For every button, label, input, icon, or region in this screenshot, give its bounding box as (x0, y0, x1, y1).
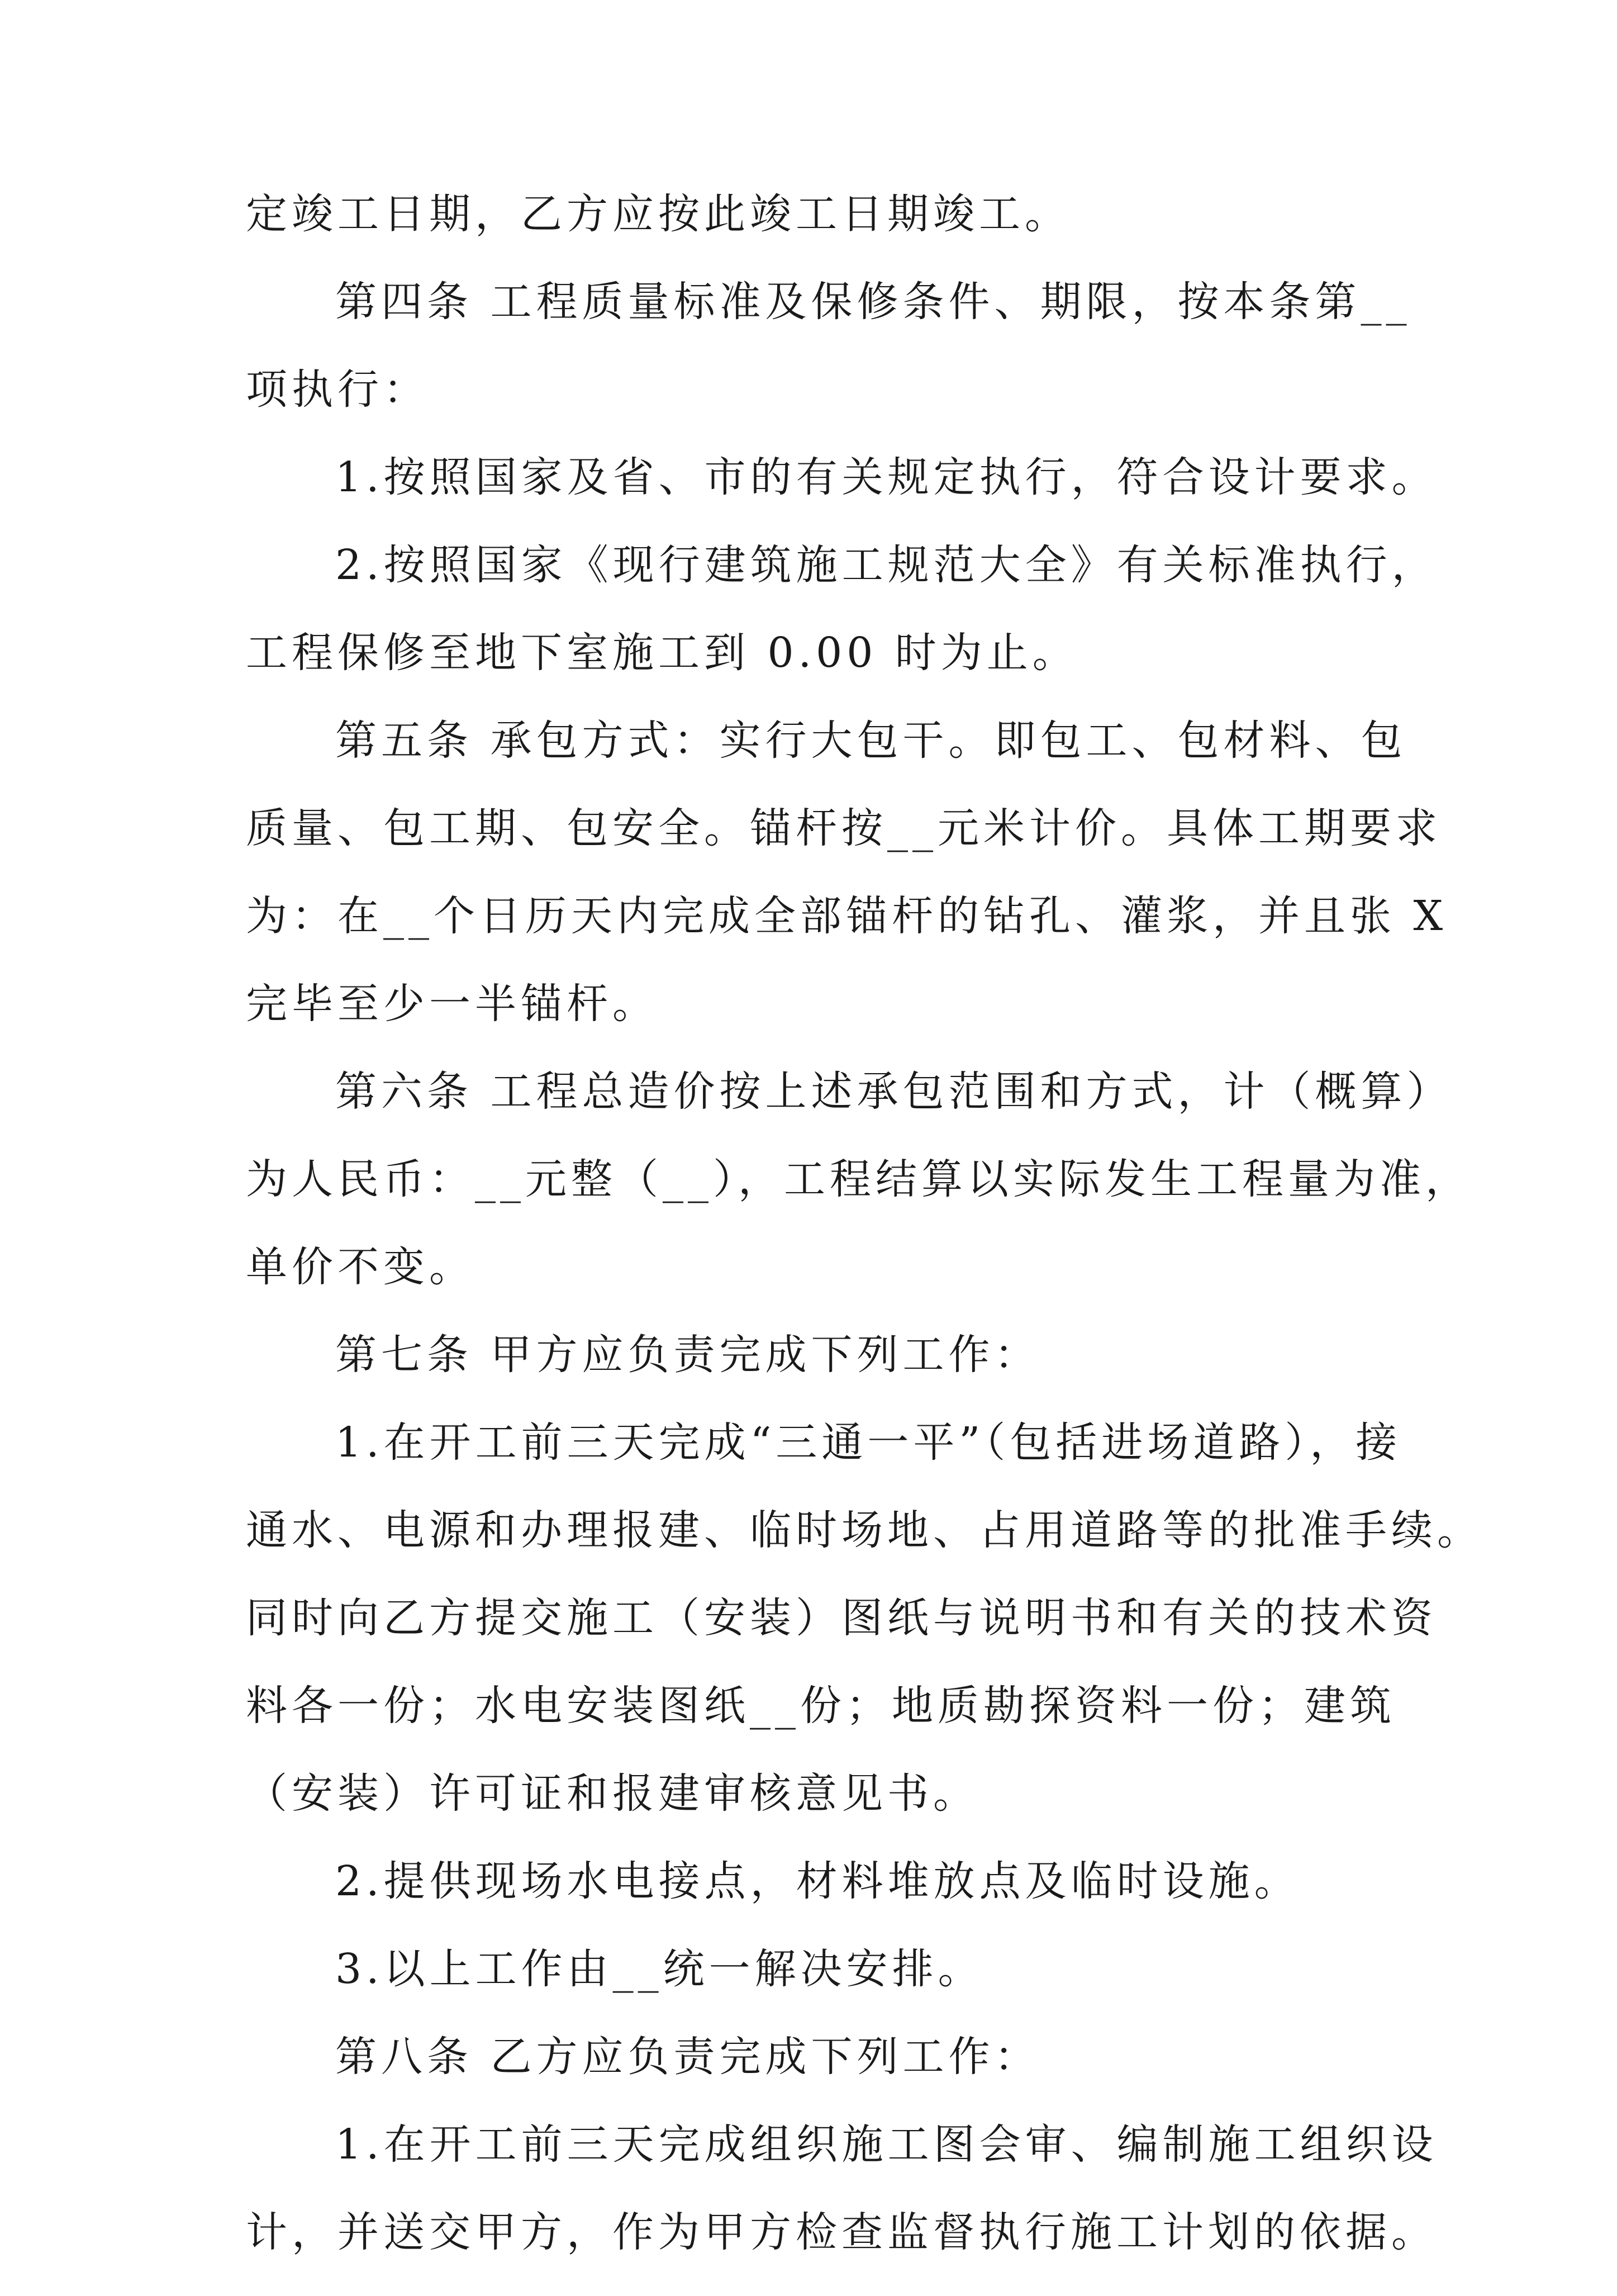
text-line: 定竣工日期，乙方应按此竣工日期竣工。 (246, 190, 1071, 238)
text-line: 2.提供现场水电接点，材料堆放点及临时设施。 (335, 1857, 1300, 1905)
text-line: 2.按照国家《现行建筑施工规范大全》有关标准执行， (335, 541, 1438, 589)
text-line: 完毕至少一半锚杆。 (246, 980, 658, 1028)
text-line: 通水、电源和办理报建、临时场地、占用道路等的批准手续。 (246, 1506, 1483, 1554)
text-line: 第四条 工程质量标准及保修条件、期限，按本条第__ (335, 278, 1411, 326)
text-line: 单价不变。 (246, 1243, 475, 1291)
text-line: 3.以上工作由__统一解决安排。 (335, 1945, 984, 1993)
text-line: 为：在__个日历天内完成全部锚杆的钻孔、灌浆，并且张 X (246, 892, 1448, 940)
text-line: 1.在开工前三天完成组织施工图会审、编制施工组织设 (335, 2121, 1438, 2169)
text-line: （安装）许可证和报建审核意见书。 (246, 1770, 979, 1818)
text-line: 1.在开工前三天完成“三通一平”（包括进场道路），接 (335, 1419, 1402, 1467)
text-line: 第六条 工程总造价按上述承包范围和方式，计（概算） (335, 1068, 1453, 1116)
text-line: 1.按照国家及省、市的有关规定执行，符合设计要求。 (335, 453, 1438, 501)
contract-body (246, 190, 1483, 2296)
text-line: 第七条 甲方应负责完成下列工作： (335, 1331, 1040, 1379)
text-line: 料各一份；水电安装图纸__份；地质勘探资料一份；建筑 (246, 1682, 1396, 1730)
text-line: 项执行： (246, 366, 429, 414)
text-line: 第八条 乙方应负责完成下列工作： (335, 2033, 1040, 2081)
text-line: 工程保修至地下室施工到 0.00 时为止。 (246, 629, 1078, 677)
text-line: 计，并送交甲方，作为甲方检查监督执行施工计划的依据。 (246, 2208, 1437, 2256)
text-line: 质量、包工期、包安全。锚杆按__元米计价。具体工期要求 (246, 804, 1442, 852)
text-line: 为人民币：__元整（__），工程结算以实际发生工程量为准， (246, 1155, 1471, 1203)
text-line: 第五条 承包方式：实行大包干。即包工、包材料、包 (335, 717, 1407, 765)
text-line: 同时向乙方提交施工（安装）图纸与说明书和有关的技术资 (246, 1594, 1437, 1642)
